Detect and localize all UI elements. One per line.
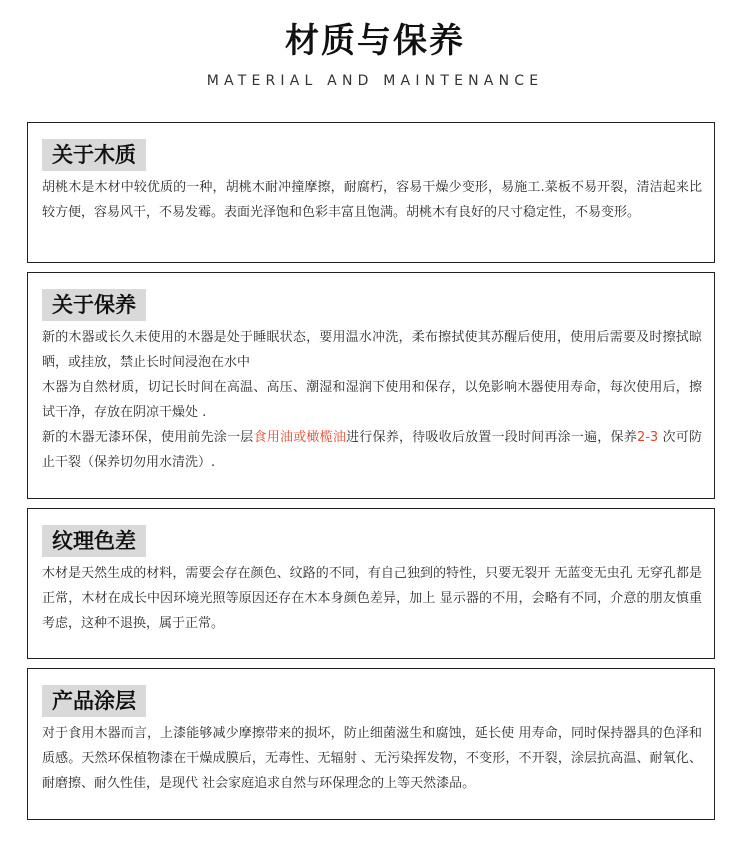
- care-para-3-part-b: 进行保养，待吸收后放置一段时间再涂一遍，保养: [346, 430, 637, 445]
- section-coating-title: 产品涂层: [42, 685, 146, 717]
- section-care-para-2: 木器为自然材质，切记长时间在高温、高压、潮湿和湿润下使用和保存，以免影响木器使用寿命，每次使用后，擦试干净，存放在阴凉干燥处 .: [42, 380, 702, 420]
- page-title: 材质与保养: [285, 21, 465, 61]
- section-coating-text: 对于食用木器而言，上漆能够减少摩擦带来的损坏，防止细菌滋生和腐蚀，延长使 用寿命，同时保持器具的色泽和质感。天然环保植物漆在干燥成膜后，无毒性、无辐射 、无污染挥发物，不变形，不开裂，涂层抗高温、耐氧化、耐磨擦、耐久性佳，是现代 社会家庭追求自然与环保理念的上等天然漆品。: [42, 726, 702, 791]
- section-care-para-1: 新的木器或长久未使用的木器是处于睡眠状态，要用温水冲洗，柔布擦拭使其苏醒后使用，使用后需要及时擦拭晾晒，或挂放，禁止长时间浸泡在水中: [42, 330, 702, 370]
- section-wood: [27, 122, 715, 263]
- page-subtitle: MATERIAL AND MAINTENANCE: [206, 73, 544, 89]
- section-texture: [27, 508, 715, 659]
- section-wood-title: 关于木质: [42, 139, 146, 171]
- section-care-para-3: [42, 425, 702, 475]
- care-para-3-part-a: 新的木器无漆环保，使用前先涂一层: [42, 430, 254, 445]
- section-texture-title: 纹理色差: [42, 525, 146, 557]
- section-texture-text: 木材是天然生成的材料，需要会存在颜色、纹路的不同，有自己独到的特性，只要无裂开 无蓝变无虫孔 无穿孔都是正常，木材在成长中因环境光照等原因还存在木本身颜色差异，加上 显示器的不用，会略有不同，介意的朋友慎重考虑，这种不退换，属于正常。: [42, 566, 702, 631]
- oil-highlight: 食用油或橄榄油: [253, 430, 347, 445]
- section-wood-text: 胡桃木是木材中较优质的一种，胡桃木耐冲撞摩擦，耐腐朽，容易干燥少变形，易施工.菜板不易开裂，清洁起来比较方便，容易风干，不易发霉。表面光泽饱和色彩丰富且饱满。胡桃木有良好的尺寸稳定性，不易变形。: [42, 180, 702, 220]
- frequency-highlight: 2-3: [636, 430, 659, 445]
- page-header: [0, 18, 750, 90]
- section-coating: [27, 668, 715, 820]
- section-care: [27, 272, 715, 499]
- section-care-title: 关于保养: [42, 289, 146, 321]
- care-para-3-part-c: 次可防止干裂（保养切勿用水清洗）.: [42, 430, 702, 470]
